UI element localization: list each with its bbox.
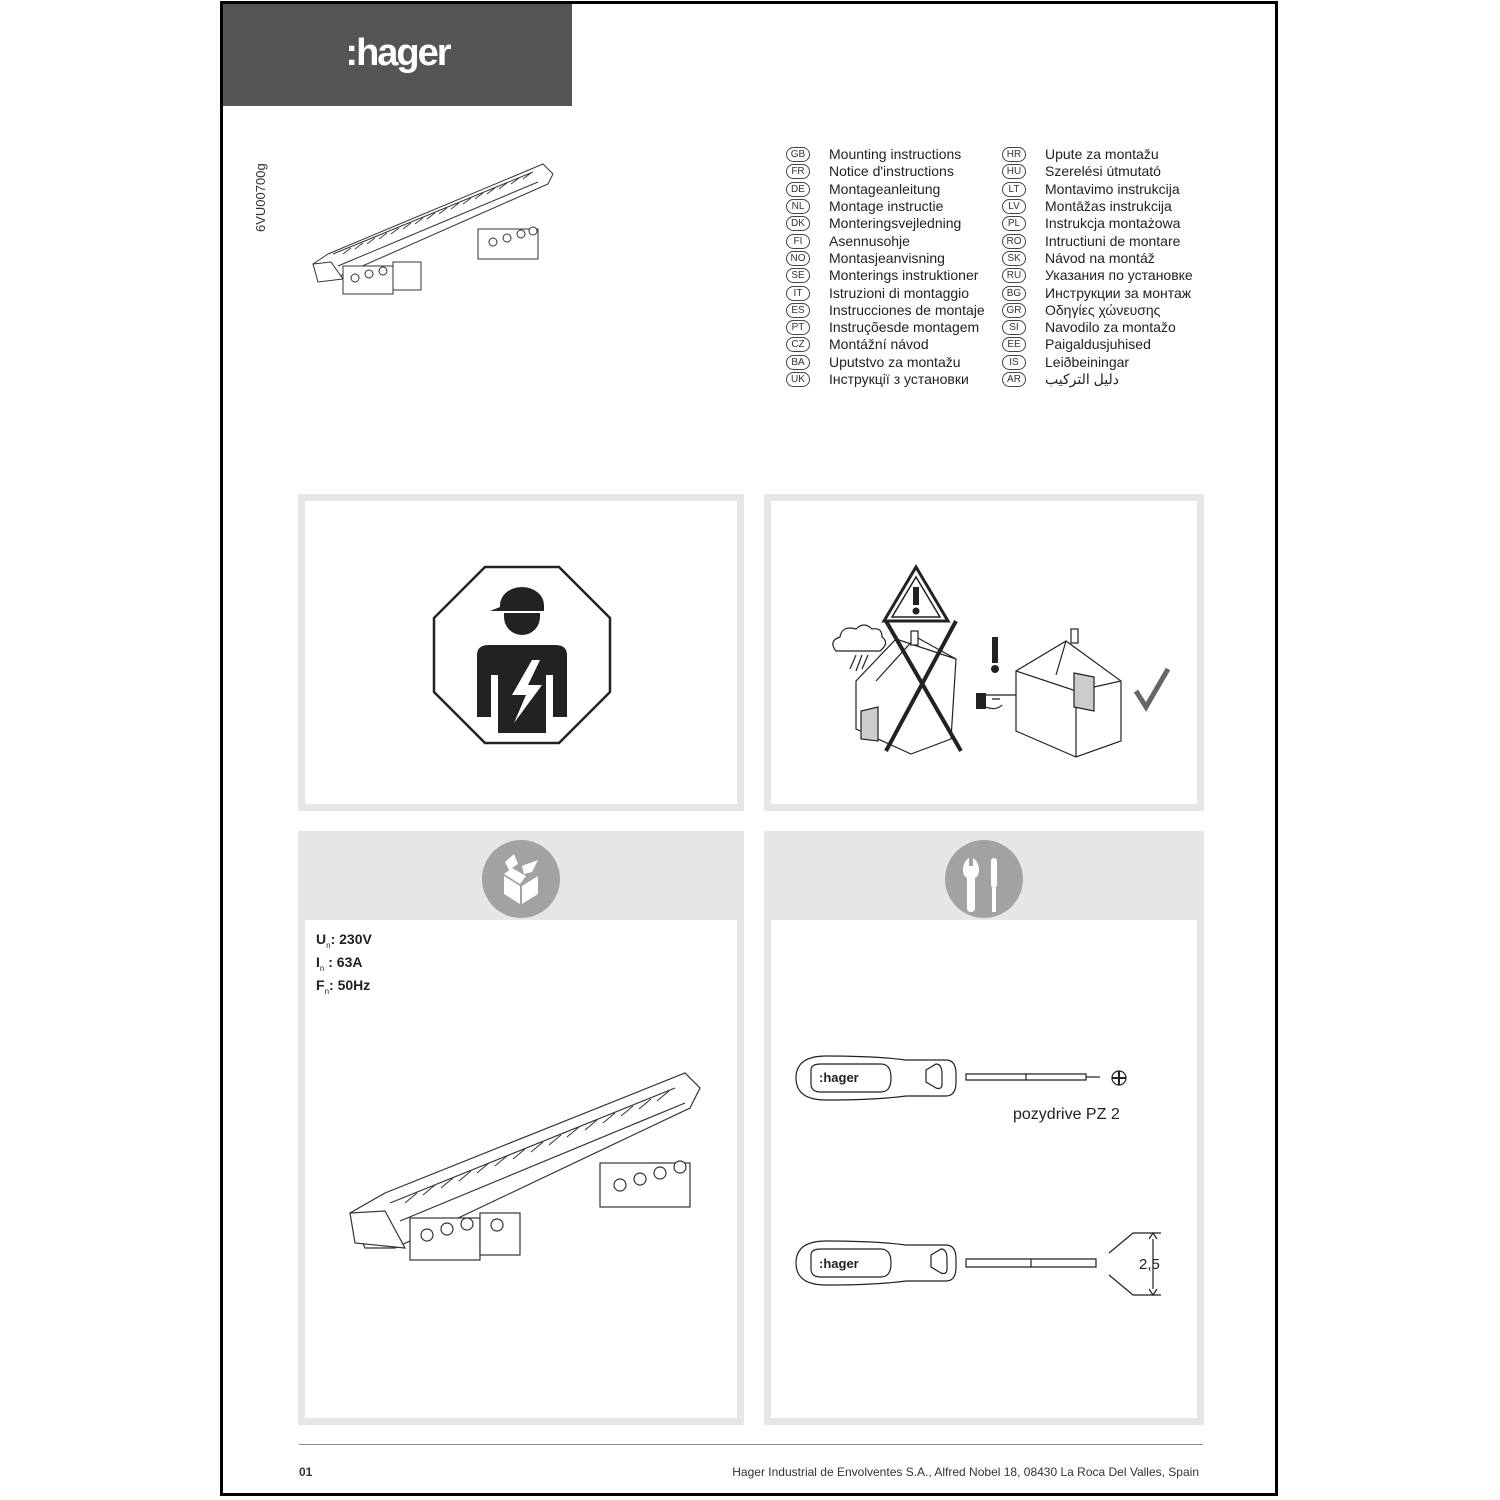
language-item: RU Указания по установке — [1002, 267, 1193, 284]
country-code-badge: IS — [1002, 355, 1026, 370]
language-item: BG Инструкции за монтаж — [1002, 284, 1193, 301]
country-code-badge: AR — [1002, 372, 1026, 387]
busbar-comb-product-illustration — [303, 154, 563, 304]
country-code-badge: FR — [786, 164, 810, 179]
country-code-badge: SK — [1002, 251, 1026, 266]
pozidrive-size-label: pozydrive PZ 2 — [1013, 1106, 1120, 1123]
language-item: HR Upute za montažu — [1002, 146, 1193, 163]
language-list-left — [786, 146, 985, 388]
hager-logo: :hager — [345, 32, 450, 74]
country-code-badge: SE — [786, 268, 810, 283]
language-list-right — [1002, 146, 1193, 388]
country-code-badge: IT — [786, 286, 810, 301]
pozidrive-screwdriver-illustration — [791, 1048, 1141, 1108]
language-item: HU Szerelési útmutató — [1002, 163, 1193, 180]
language-item: CZ Montážní návod — [786, 336, 985, 353]
indoor-installation-warning-icon — [816, 561, 1176, 761]
language-item: FI Asennusohje — [786, 232, 985, 249]
language-item: NL Montage instructie — [786, 198, 985, 215]
country-code-badge: LT — [1002, 182, 1026, 197]
country-code-badge: CZ — [786, 337, 810, 352]
language-item: GR Οδηγίες χώνευσης — [1002, 302, 1193, 319]
language-item: IS Leiðbeiningar — [1002, 354, 1193, 371]
footer-divider — [299, 1444, 1203, 1445]
country-code-badge: FI — [786, 234, 810, 249]
country-code-badge: BG — [1002, 286, 1026, 301]
panel-header — [771, 838, 1197, 920]
panel-header — [305, 838, 737, 920]
country-code-badge: RU — [1002, 268, 1026, 283]
language-item: BA Uputstvo za montažu — [786, 354, 985, 371]
country-code-badge: PT — [786, 320, 810, 335]
country-code-badge: NO — [786, 251, 810, 266]
electrical-specs — [316, 931, 372, 999]
language-item: LT Montavimo instrukcija — [1002, 181, 1193, 198]
language-item: SI Navodilo za montažo — [1002, 319, 1193, 336]
wrench-screwdriver-icon — [945, 840, 1023, 918]
svg-text:2,5: 2,5 — [1139, 1256, 1160, 1273]
country-code-badge: GR — [1002, 303, 1026, 318]
slotted-screwdriver-illustration — [791, 1223, 1181, 1303]
indoor-installation-panel — [764, 494, 1204, 811]
language-item: PL Instrukcja montażowa — [1002, 215, 1193, 232]
country-code-badge: LV — [1002, 199, 1026, 214]
page-number: 01 — [299, 1465, 313, 1479]
country-code-badge: HR — [1002, 147, 1026, 162]
language-item: RO Intructiuni de montare — [1002, 232, 1193, 249]
country-code-badge: NL — [786, 199, 810, 214]
instruction-sheet — [220, 1, 1278, 1496]
electrician-octagon-icon — [432, 565, 612, 745]
company-address: Hager Industrial de Envolventes S.A., Alfred Nobel 18, 08430 La Roca Del Valles, Spain — [732, 1465, 1199, 1479]
svg-text::hager: :hager — [819, 1070, 859, 1085]
language-item: SK Návod na montáž — [1002, 250, 1193, 267]
voltage-spec: $U_n$: 230V — [316, 931, 372, 950]
country-code-badge: SI — [1002, 320, 1026, 335]
country-code-badge: DK — [786, 216, 810, 231]
language-item: IT Istruzioni di montaggio — [786, 284, 985, 301]
open-box-icon — [482, 840, 560, 918]
country-code-badge: BA — [786, 355, 810, 370]
language-item: EE Paigaldusjuhised — [1002, 336, 1193, 353]
language-item: DE Montageanleitung — [786, 181, 985, 198]
frequency-spec: $F_n$: 50Hz — [316, 976, 371, 996]
current-spec: $I_n$ : 63A — [316, 953, 363, 973]
busbar-comb-product-illustration — [345, 1063, 725, 1293]
required-tools-panel — [764, 831, 1204, 1425]
brand-header-band — [223, 4, 572, 106]
country-code-badge: HU — [1002, 164, 1026, 179]
language-item: SE Monterings instruktioner — [786, 267, 985, 284]
language-item: DK Monteringsvejledning — [786, 215, 985, 232]
language-item: PT Instruçõesde montagem — [786, 319, 985, 336]
language-item: AR دليل التركيب — [1002, 371, 1193, 388]
language-item: NO Montasjeanvisning — [786, 250, 985, 267]
country-code-badge: EE — [1002, 337, 1026, 352]
country-code-badge: ES — [786, 303, 810, 318]
svg-text::hager: :hager — [819, 1256, 859, 1271]
language-item: GB Mounting instructions — [786, 146, 985, 163]
language-item: UK Інструкції з установки — [786, 371, 985, 388]
package-contents-panel — [298, 831, 744, 1425]
country-code-badge: UK — [786, 372, 810, 387]
language-item: ES Instrucciones de montaje — [786, 302, 985, 319]
country-code-badge: RO — [1002, 234, 1026, 249]
language-item: LV Montāžas instrukcija — [1002, 198, 1193, 215]
language-item: FR Notice d'instructions — [786, 163, 985, 180]
country-code-badge: PL — [1002, 216, 1026, 231]
qualified-electrician-panel — [298, 494, 744, 811]
document-code: 6VU00700g — [253, 163, 268, 232]
country-code-badge: GB — [786, 147, 810, 162]
country-code-badge: DE — [786, 182, 810, 197]
